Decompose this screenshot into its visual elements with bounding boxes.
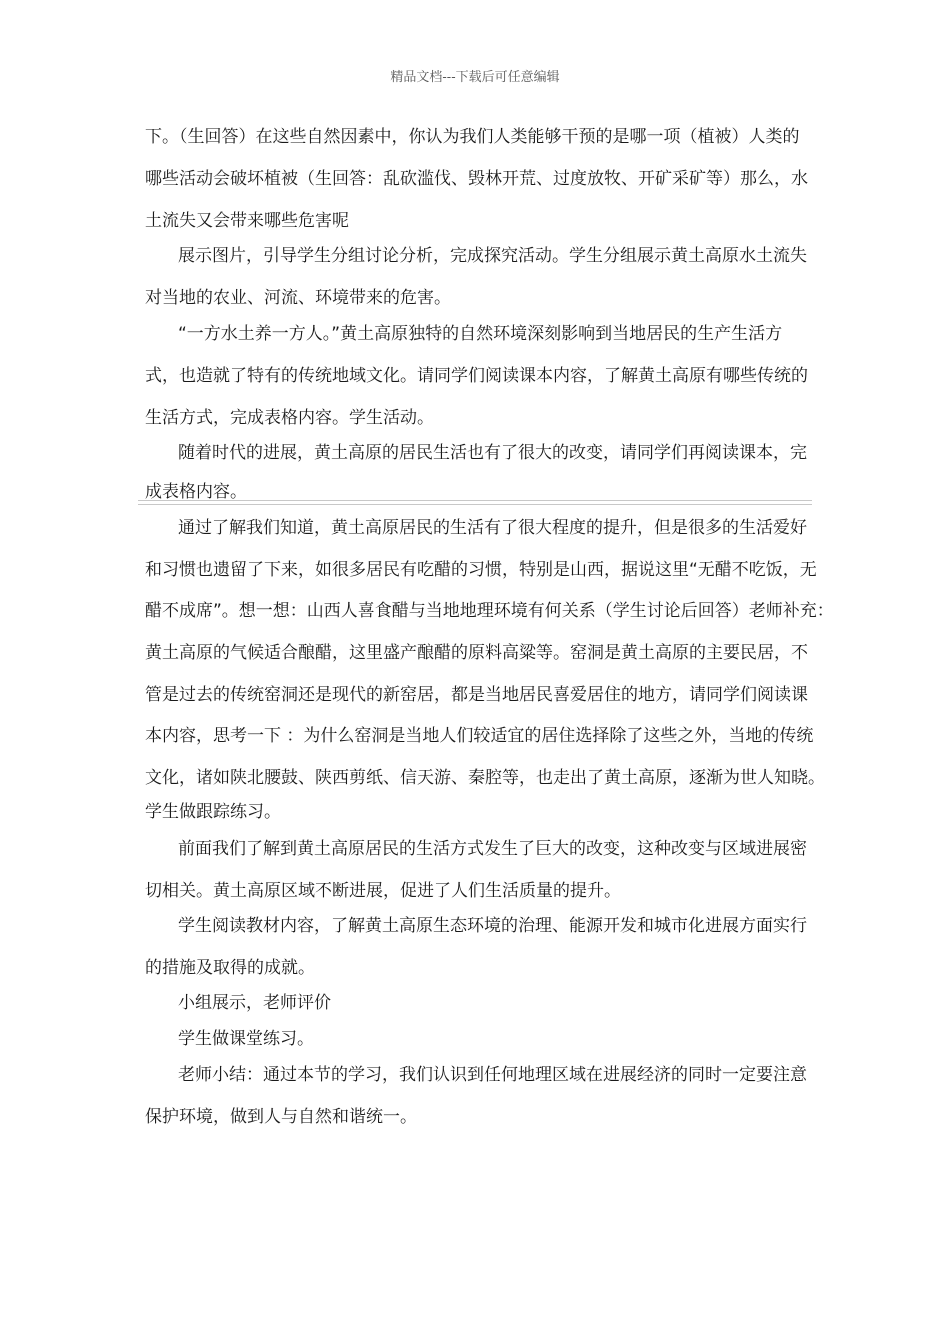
text-line: 学生阅读教材内容，了解黄土高原生态环境的治理、能源开发和城市化进展方面实行 — [178, 916, 807, 936]
text-line: 前面我们了解到黄土高原居民的生活方式发生了巨大的改变，这种改变与区域进展密 — [178, 839, 807, 859]
text-line: 成表格内容。 — [145, 482, 247, 502]
text-line: 通过了解我们知道，黄土高原居民的生活有了很大程度的提升，但是很多的生活爱好 — [178, 518, 807, 538]
text-line: 管是过去的传统窑洞还是现代的新窑居，都是当地居民喜爱居住的地方，请同学们阅读课 — [145, 685, 808, 705]
section-divider — [138, 500, 812, 505]
text-line: 切相关。黄土高原区域不断进展，促进了人们生活质量的提升。 — [145, 881, 621, 901]
text-line: 文化，诸如陕北腰鼓、陕西剪纸、信天游、秦腔等，也走出了黄土高原，逐渐为世人知晓。 — [145, 768, 825, 788]
text-line: 保护环境，做到人与自然和谐统一。 — [145, 1107, 417, 1127]
text-line: 老师小结：通过本节的学习，我们认识到任何地理区域在进展经济的同时一定要注意 — [178, 1065, 807, 1085]
page-header: 精品文档---下载后可任意编辑 — [390, 70, 560, 85]
text-line: 本内容，思考一下 ：为什么窑洞是当地人们较适宜的居住选择除了这些之外，当地的传统 — [145, 726, 814, 746]
text-line: 下。（生回答）在这些自然因素中，你认为我们人类能够干预的是哪一项（植被）人类的 — [145, 127, 800, 147]
text-line: 式，也造就了特有的传统地域文化。请同学们阅读课本内容，了解黄土高原有哪些传统的 — [145, 366, 808, 386]
text-line: “一方水土养一方人。”黄土高原独特的自然环境深刻影响到当地居民的生产生活方 — [178, 324, 783, 344]
text-line: 展示图片，引导学生分组讨论分析，完成探究活动。学生分组展示黄土高原水土流失 — [178, 246, 807, 266]
text-line: 醋不成席”。想一想：山西人喜食醋与当地地理环境有何关系（学生讨论后回答）老师补充： — [145, 601, 834, 621]
text-line: 的措施及取得的成就。 — [145, 958, 315, 978]
text-line: 哪些活动会破坏植被（生回答：乱砍滥伐、毁林开荒、过度放牧、开矿采矿等）那么，水 — [145, 169, 808, 189]
text-line: 对当地的农业、河流、环境带来的危害。 — [145, 288, 451, 308]
text-line: 小组展示，老师评价 — [178, 993, 331, 1013]
text-line: 学生做跟踪练习。 — [145, 802, 281, 822]
text-line: 土流失又会带来哪些危害呢 — [145, 211, 349, 231]
text-line: 黄土高原的气候适合酿醋，这里盛产酿醋的原料高粱等。窑洞是黄土高原的主要民居，不 — [145, 643, 808, 663]
text-line: 随着时代的进展，黄土高原的居民生活也有了很大的改变，请同学们再阅读课本，完 — [178, 443, 807, 463]
text-line: 生活方式，完成表格内容。学生活动。 — [145, 408, 434, 428]
text-line: 和习惯也遗留了下来，如很多居民有吃醋的习惯，特别是山西，据说这里“无醋不吃饭，无 — [145, 560, 817, 580]
text-line: 学生做课堂练习。 — [178, 1029, 314, 1049]
